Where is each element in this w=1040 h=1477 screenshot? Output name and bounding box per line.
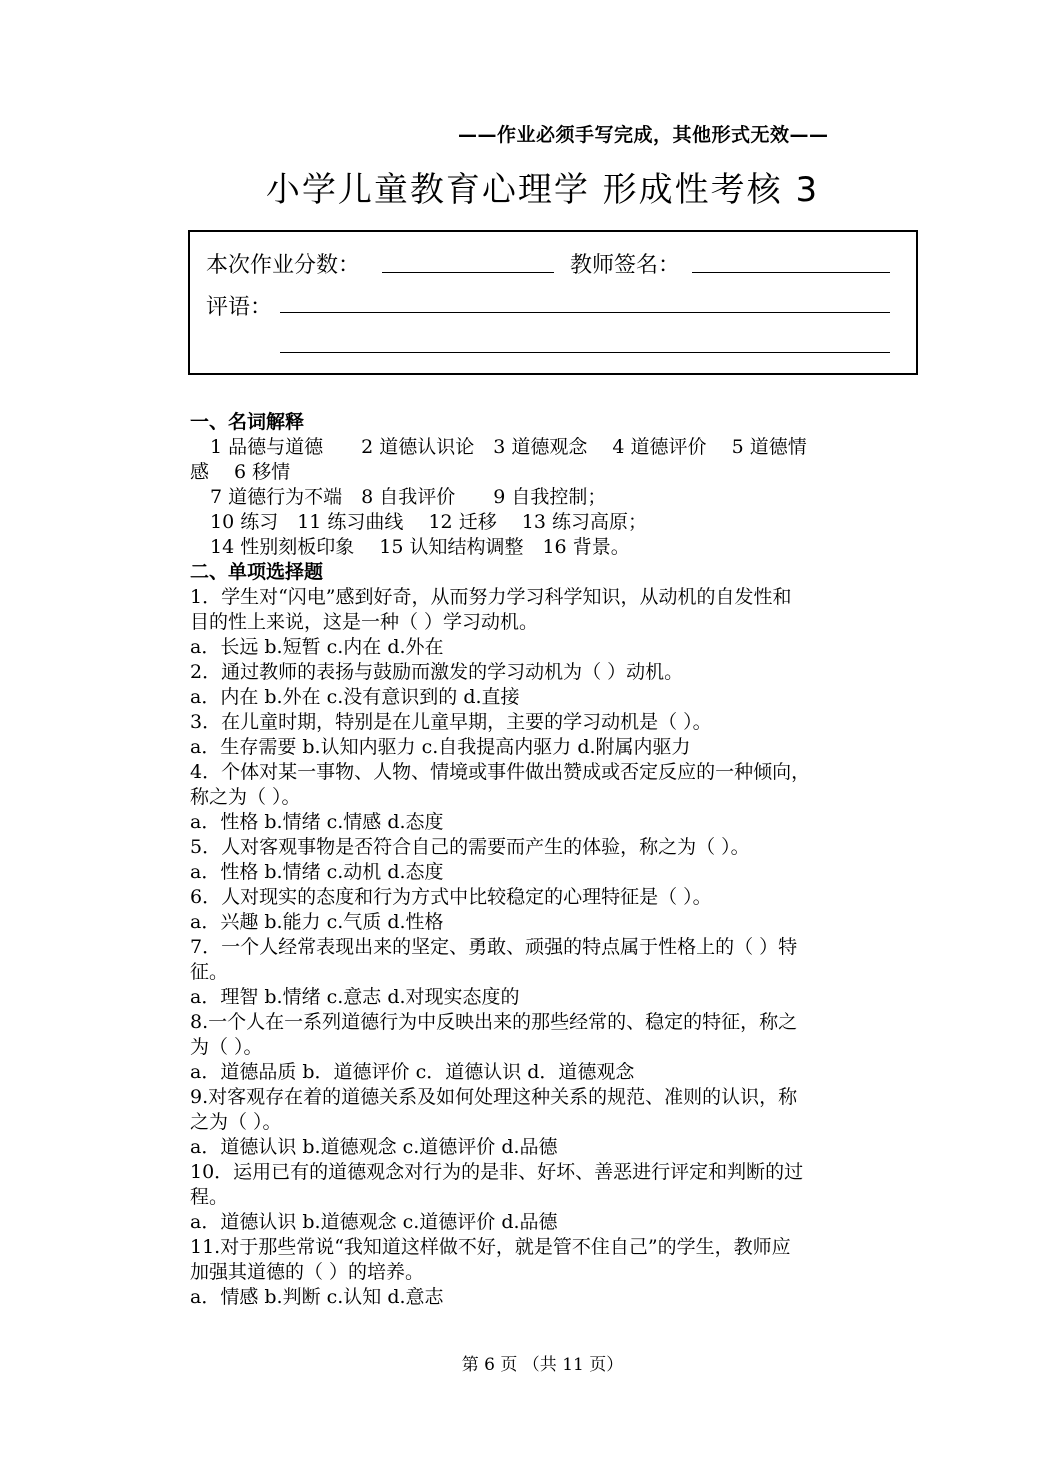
question-line: 7．一个人经常表现出来的坚定、勇敢、顽强的特点属于性格上的（ ）特 — [190, 936, 798, 958]
question-line: 4．个体对某一事物、人物、情境或事件做出赞成或否定反应的一种倾向， — [190, 761, 811, 783]
answer-options: a．道德认识 b.道德观念 c.道德评价 d.品德 — [190, 1211, 558, 1233]
question-line: 3．在儿童时期，特别是在儿童早期，主要的学习动机是（ ）。 — [190, 711, 712, 733]
answer-options: a．情感 b.判断 c.认知 d.意志 — [190, 1286, 444, 1308]
question-line: 5．人对客观事物是否符合自己的需要而产生的体验，称之为（ ）。 — [190, 836, 750, 858]
question-line: 程。 — [190, 1186, 229, 1208]
question-line: 征。 — [190, 961, 229, 983]
comment-label: 评语： — [206, 295, 273, 320]
term-line: 7 道德行为不端 8 自我评价 9 自我控制； — [210, 486, 607, 508]
term-line: 1 品德与道德 2 道德认识论 3 道德观念 4 道德评价 5 道德情 — [210, 436, 807, 458]
question-line: 6．人对现实的态度和行为方式中比较稳定的心理特征是（ ）。 — [190, 886, 712, 908]
term-line: 10 练习 11 练习曲线 12 迁移 13 练习高原； — [210, 511, 647, 533]
score-label: 本次作业分数： — [206, 253, 361, 278]
question-line: 加强其道德的（ ）的培养。 — [190, 1261, 425, 1283]
handwriting-notice: ——作业必须手写完成，其他形式无效—— — [458, 124, 829, 146]
answer-options: a．生存需要 b.认知内驱力 c.自我提高内驱力 d.附属内驱力 — [190, 736, 691, 758]
question-line: 9.对客观存在着的道德关系及如何处理这种关系的规范、准则的认识，称 — [190, 1086, 798, 1108]
comment-line-2 — [280, 352, 890, 353]
answer-options: a．理智 b.情绪 c.意志 d.对现实态度的 — [190, 986, 520, 1008]
answer-options: a．道德认识 b.道德观念 c.道德评价 d.品德 — [190, 1136, 558, 1158]
term-line: 14 性别刻板印象 15 认知结构调整 16 背景。 — [210, 536, 630, 558]
question-line: 目的性上来说，这是一种（ ）学习动机。 — [190, 611, 539, 633]
score-box — [188, 230, 918, 375]
question-line: 称之为（ ）。 — [190, 786, 301, 808]
question-line: 之为（ ）。 — [190, 1111, 282, 1133]
answer-options: a．内在 b.外在 c.没有意识到的 d.直接 — [190, 686, 520, 708]
homework-content — [190, 410, 900, 1310]
page-number: 第 6 页 （共 11 页） — [461, 1355, 624, 1375]
teacher-signature-line — [692, 272, 890, 273]
section-heading-choice: 二、单项选择题 — [190, 561, 324, 583]
question-line: 为（ ）。 — [190, 1036, 263, 1058]
answer-options: a．长远 b.短暂 c.内在 d.外在 — [190, 636, 444, 658]
answer-options: a．兴趣 b.能力 c.气质 d.性格 — [190, 911, 444, 933]
question-line: 8.一个人在一系列道德行为中反映出来的那些经常的、稳定的特征，称之 — [190, 1011, 798, 1033]
answer-options: a．道德品质 b．道德评价 c．道德认识 d．道德观念 — [190, 1061, 635, 1083]
term-line: 感 6 移情 — [190, 461, 291, 483]
score-line — [382, 272, 554, 273]
question-line: 10．运用已有的道德观念对行为的是非、好坏、善恶进行评定和判断的过 — [190, 1161, 804, 1183]
question-line: 2．通过教师的表扬与鼓励而激发的学习动机为（ ）动机。 — [190, 661, 684, 683]
page-title: 小学儿童教育心理学 形成性考核 3 — [265, 170, 820, 210]
section-heading-terms: 一、名词解释 — [190, 411, 305, 433]
answer-options: a．性格 b.情绪 c.动机 d.态度 — [190, 861, 444, 883]
question-line: 1．学生对“闪电”感到好奇，从而努力学习科学知识，从动机的自发性和 — [190, 586, 792, 608]
teacher-signature-label: 教师签名： — [570, 253, 681, 278]
answer-options: a．性格 b.情绪 c.情感 d.态度 — [190, 811, 444, 833]
question-line: 11.对于那些常说“我知道这样做不好，就是管不住自己”的学生，教师应 — [190, 1236, 791, 1258]
comment-line-1 — [280, 312, 890, 313]
